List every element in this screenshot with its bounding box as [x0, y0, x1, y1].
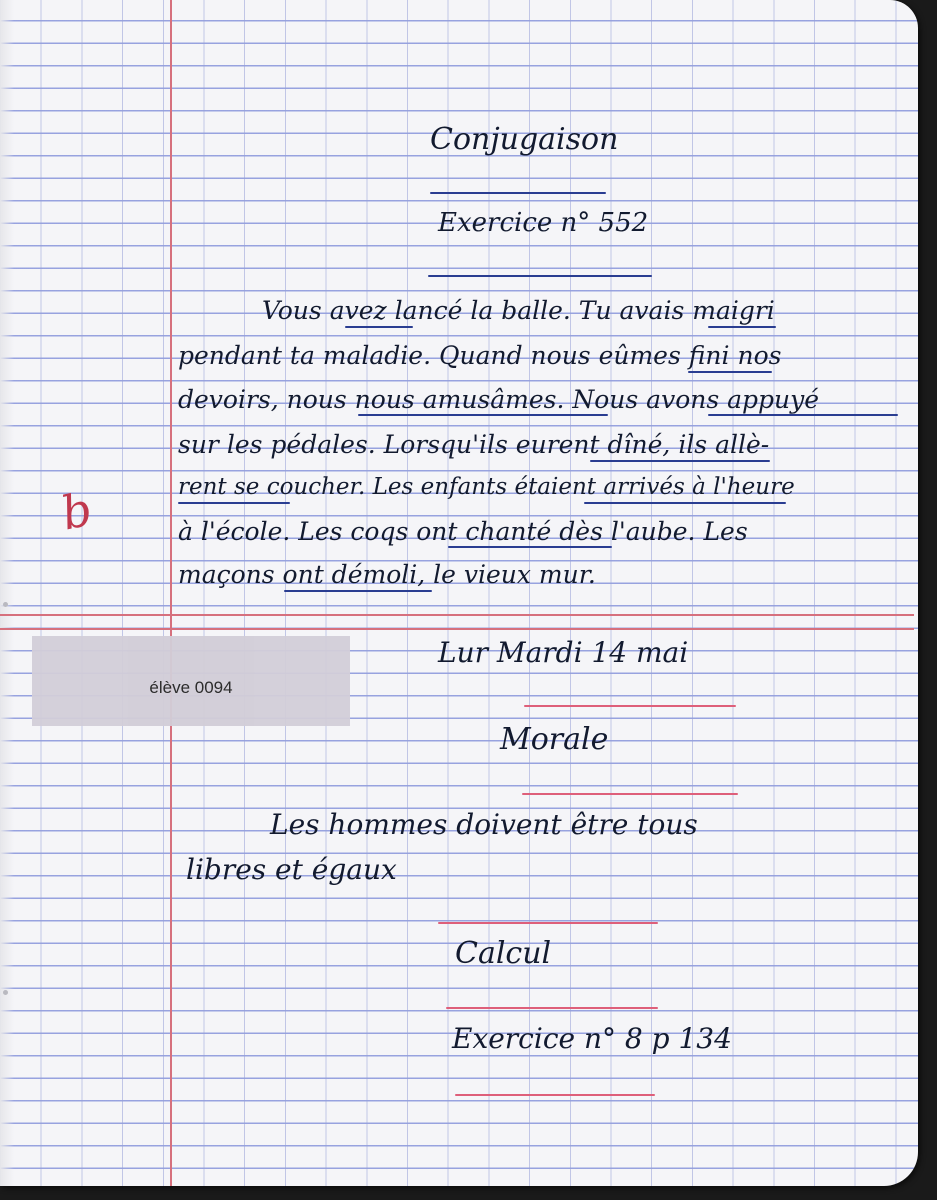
- date-underline: [524, 705, 736, 707]
- page-edge: [0, 0, 14, 1186]
- binding-hole: [3, 602, 8, 607]
- binding-hole: [3, 990, 8, 995]
- text-line: pendant ta maladie. Quand nous eûmes fini nos: [178, 341, 782, 370]
- verb-underline: [708, 326, 776, 328]
- morale-separator: [438, 922, 658, 924]
- conjugaison-title: Conjugaison: [430, 122, 619, 157]
- calcul-exercise: Exercice n° 8 p 134: [452, 1022, 732, 1055]
- text-line: Vous avez lancé la balle. Tu avais maigri: [262, 296, 775, 325]
- text-line: devoirs, nous nous amusâmes. Nous avons appuyé: [178, 385, 820, 414]
- grade-mark: b: [56, 481, 97, 541]
- verb-underline: [584, 502, 786, 504]
- verb-underline: [358, 414, 608, 416]
- morale-underline: [522, 793, 738, 795]
- date-line: Lur Mardi 14 mai: [438, 636, 689, 669]
- student-label: élève 0094: [149, 678, 233, 697]
- verb-underline: [590, 460, 770, 462]
- section-separator-line: [0, 628, 914, 630]
- verb-underline: [178, 502, 290, 504]
- text-line: rent se coucher. Les enfants étaient arrivés à l'heure: [178, 474, 795, 500]
- margin-line: [170, 0, 172, 1186]
- title-underline: [430, 192, 606, 194]
- calcul-title: Calcul: [455, 936, 552, 971]
- verb-underline: [688, 371, 772, 373]
- verb-underline: [284, 590, 432, 592]
- verb-underline: [448, 546, 612, 548]
- calcul-underline: [446, 1007, 658, 1009]
- text-line: sur les pédales. Lorsqu'ils eurent dîné, ils allè-: [178, 430, 770, 459]
- verb-underline: [708, 414, 898, 416]
- exercise-label: Exercice n° 552: [438, 208, 649, 238]
- text-line: à l'école. Les coqs ont chanté dès l'aube. Les: [178, 517, 748, 546]
- morale-line: Les hommes doivent être tous: [270, 808, 698, 841]
- exercise-underline: [428, 275, 652, 277]
- morale-line: libres et égaux: [186, 853, 397, 886]
- calcul-separator: [455, 1094, 655, 1096]
- section-separator-line: [0, 614, 914, 616]
- verb-underline: [345, 326, 413, 328]
- student-label-box: [32, 636, 350, 726]
- text-line: maçons ont démoli, le vieux mur.: [178, 560, 596, 589]
- morale-title: Morale: [500, 722, 609, 757]
